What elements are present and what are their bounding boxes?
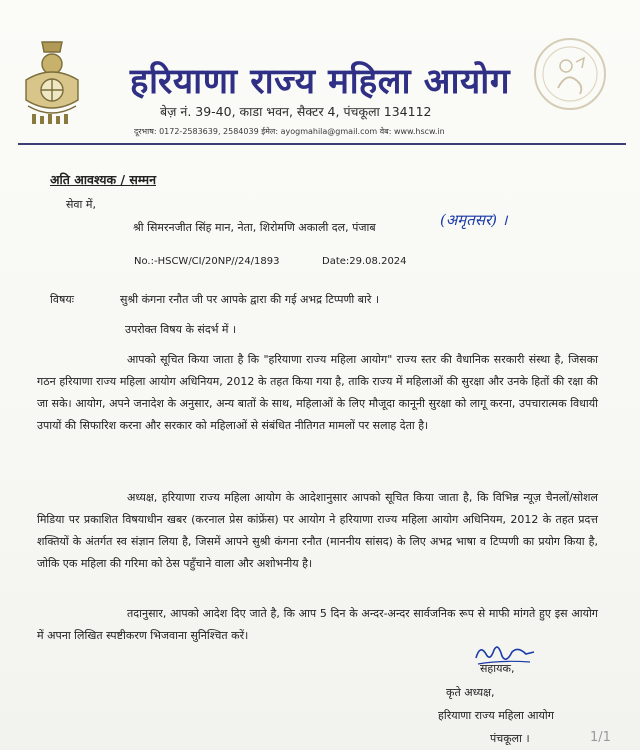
page-indicator: 1/1 <box>590 730 611 745</box>
signatory-organization: हरियाणा राज्य महिला आयोग <box>438 709 554 722</box>
handwritten-recipient-note: (अमृतसर) । <box>440 211 508 229</box>
organization-contact: दूरभाष: 0172-2583639, 2584039 ईमेल: ayogmahila@gmail.com वेब: www.hscw.in <box>134 127 445 136</box>
header-divider <box>18 143 626 145</box>
body-paragraph-1: आपको सूचित किया जाता है कि "हरियाणा राज्य महिला आयोग" राज्य स्तर की वैधानिक सरकारी संस्था है, जिसका गठन हरियाणा राज्य महिला आयोग अधिनियम, 2012 के तहत किया गया है, ताकि राज्य में महिलाओं की सुरक्षा और उनके हितों की रक्षा की जा सके। आयोग, अपने जनादेश के अनुसार, अन्य बातों के साथ, महिलाओं के लिए मौजूदा कानूनी सुरक्षा को लागू करना, उपचारात्मक विधायी उपायों की सिफारिश करना और सरकार को महिलाओं से संबंधित नीतिगत मामलों पर सलाह देता है। <box>37 353 598 432</box>
urgent-label: अति आवश्यक / सम्मन <box>50 172 157 187</box>
subject-text: सुश्री कंगना रनौत जी पर आपके द्वारा की गई अभद्र टिप्पणी बारे । <box>120 293 380 306</box>
reference-number: No.:-HSCW/CI/20NP//24/1893 <box>134 256 280 267</box>
recipient: श्री सिमरनजीत सिंह मान, नेता, शिरोमणि अकाली दल, पंजाब <box>133 221 376 234</box>
subject-label: विषयः <box>50 293 74 306</box>
salutation: सेवा में, <box>66 198 96 211</box>
signatory-designation: सहायक, <box>480 662 515 675</box>
body-paragraph-3: तदानुसार, आपको आदेश दिए जाते है, कि आप 5 दिन के अन्दर-अन्दर सार्वजनिक रूप से माफी मांगते हुए इस आयोग में अपना लिखित स्पष्टीकरण भिजवाना सुनिश्चित करें। <box>37 607 598 642</box>
body-paragraph-2: अध्यक्ष, हरियाणा राज्य महिला आयोग के आदेशानुसार आपको सूचित किया जाता है, कि विभिन्न न्यूज़ चैनलों/सोशल मिडिया पर प्रकाशित विषयाधीन खबर (करनाल प्रेस कांफ्रेंस) पर आयोग ने हरियाणा राज्य महिला आयोग अधिनियम, 2012 के तहत प्रदत्त शक्तियों के अंतर्गत स्व संज्ञान लिया है, जिसमें आपने सुश्री कंगना रनौत (माननीय सांसद) के लिए अभद्र भाषा व टिप्पणी का प्रयोग किया है, जोकि एक महिला की गरिमा को ठेस पहुँचाने वाला और अशोभनीय है। <box>37 491 598 570</box>
reference-line: उपरोक्त विषय के संदर्भ में । <box>125 323 237 336</box>
signatory-place: पंचकूला । <box>490 732 530 745</box>
signatory-on-behalf: कृते अध्यक्ष, <box>446 686 495 699</box>
organization-title: हरियाणा राज्य महिला आयोग <box>129 62 511 102</box>
letter-date: Date:29.08.2024 <box>322 256 407 267</box>
organization-address: बेज़ नं. 39-40, काडा भवन, सैक्टर 4, पंचकूला 134112 <box>160 104 432 119</box>
